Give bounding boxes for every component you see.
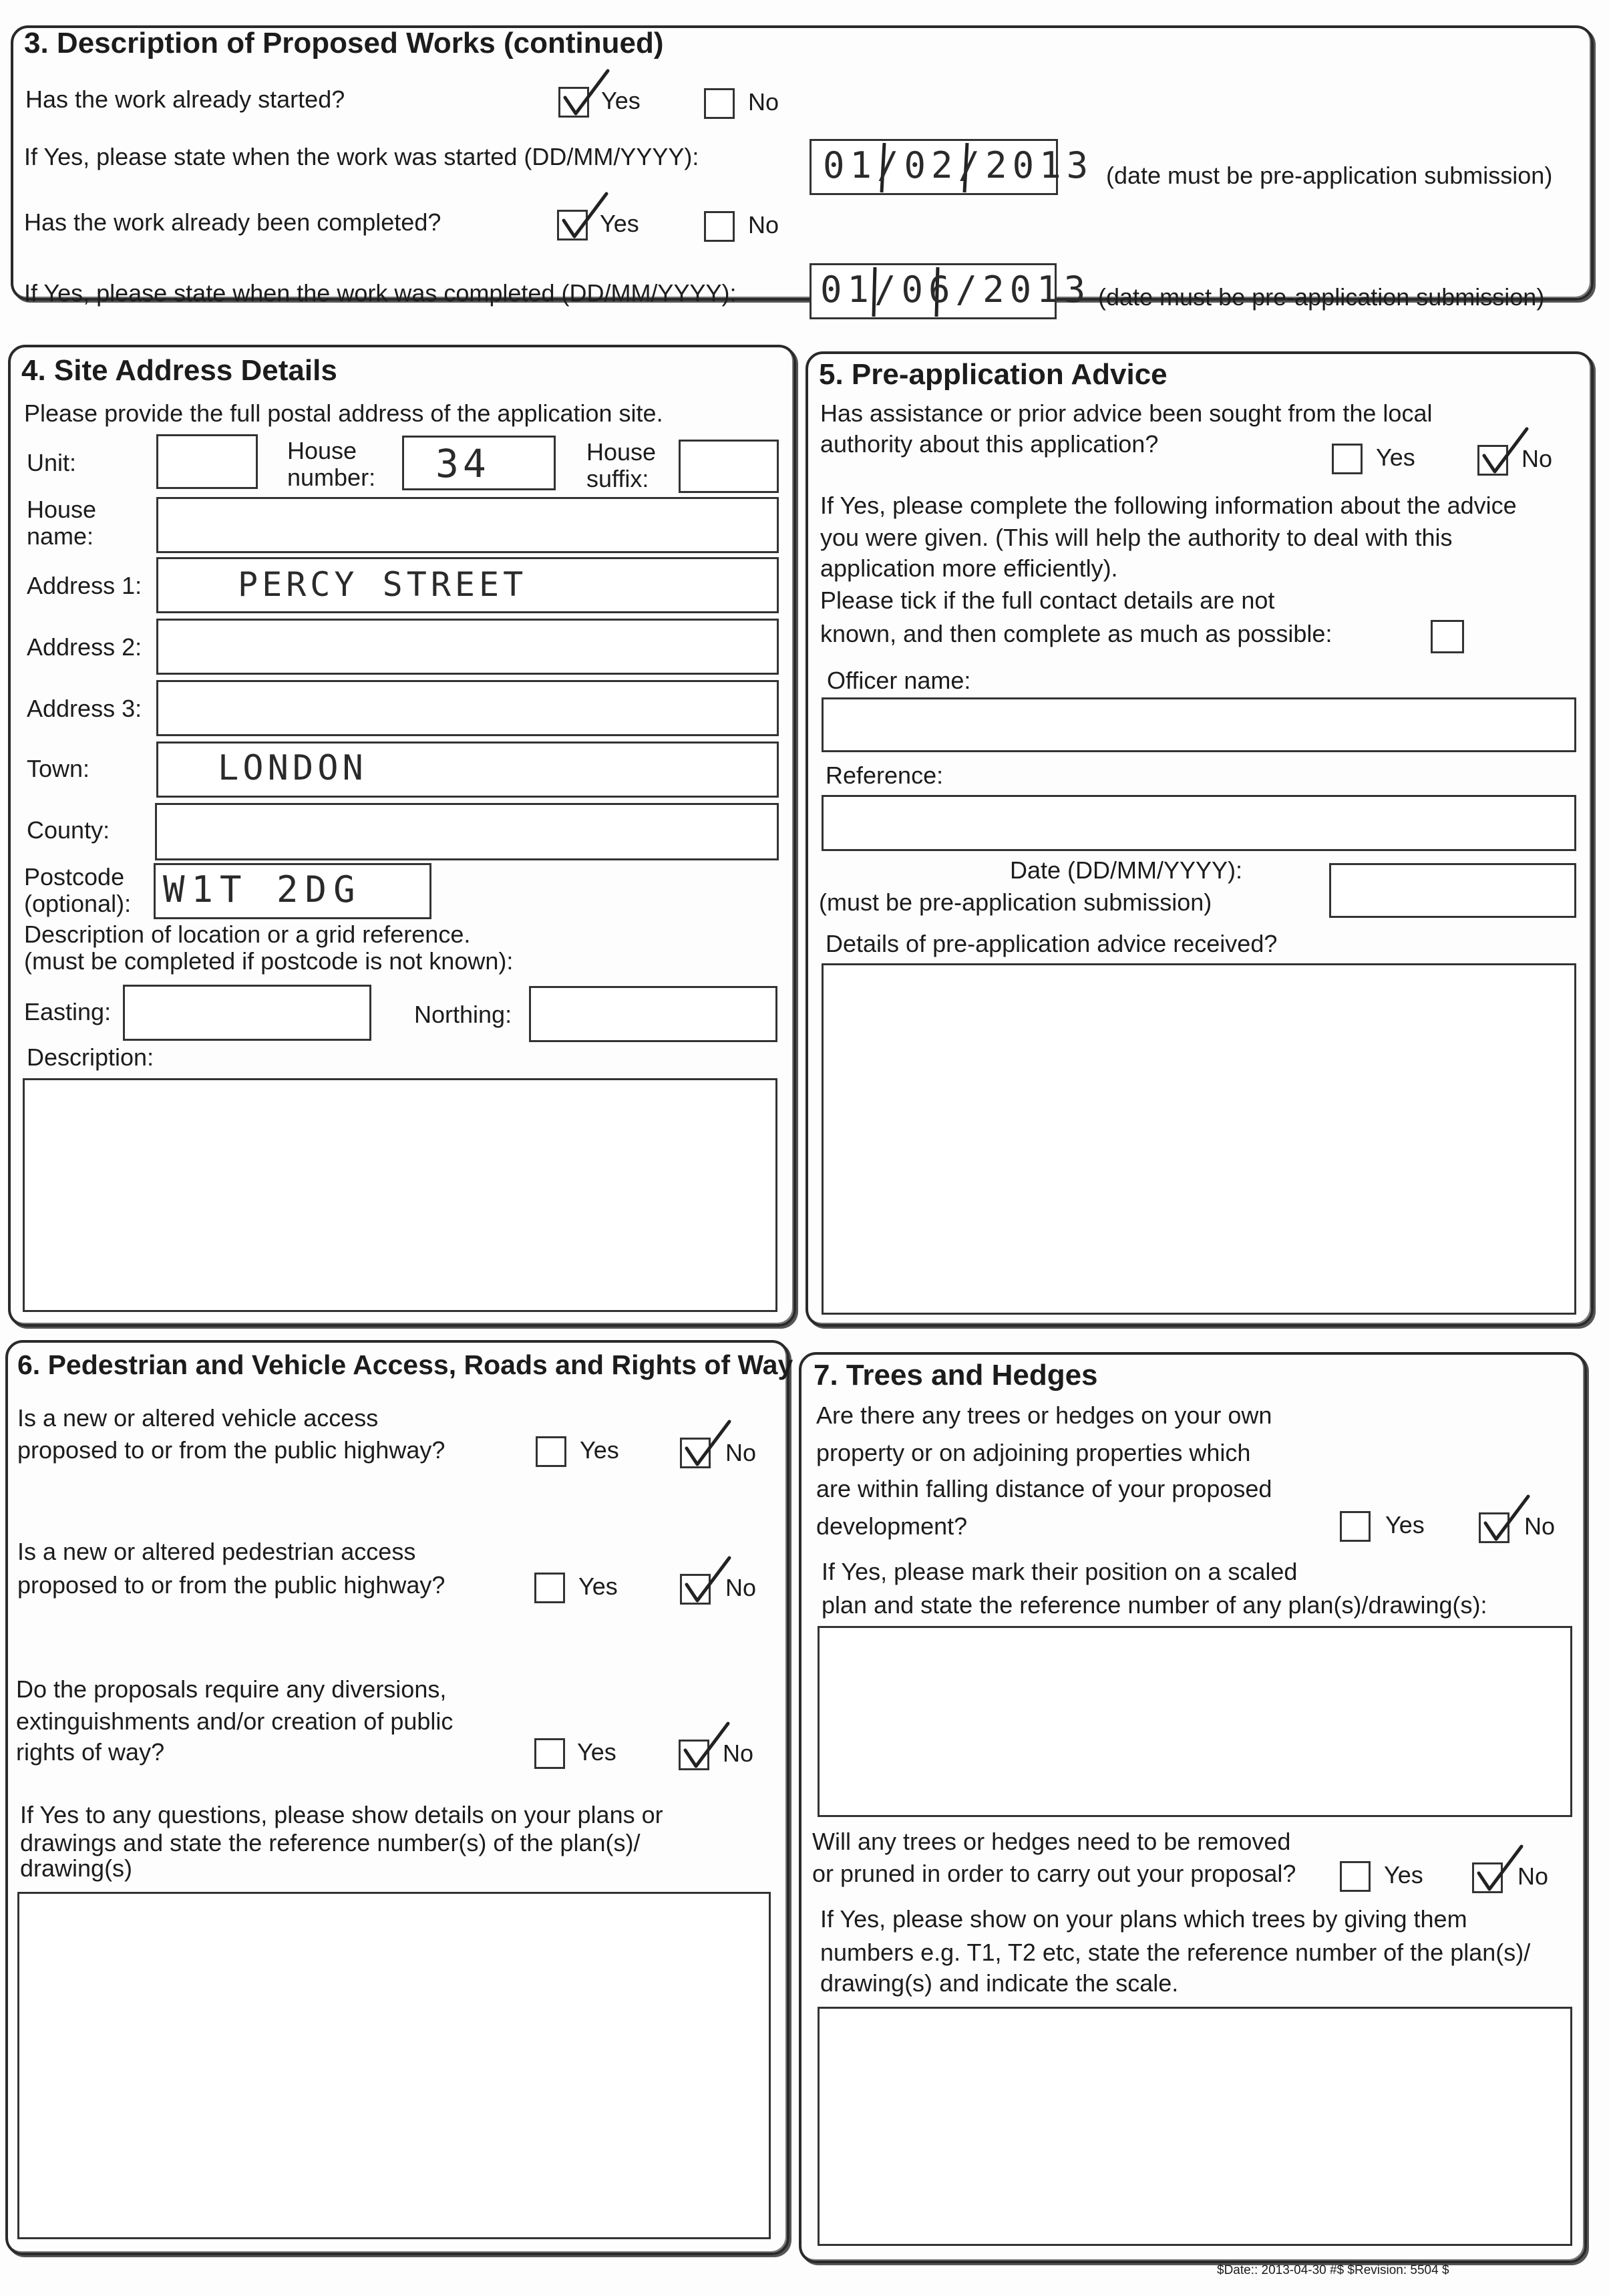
- completed-yes-checkbox[interactable]: [557, 210, 588, 240]
- advice-details-field[interactable]: [822, 963, 1576, 1315]
- officer-name-field[interactable]: [822, 697, 1576, 752]
- trees-nearby-yes-checkbox[interactable]: [1340, 1511, 1371, 1542]
- section-6-title: 6. Pedestrian and Vehicle Access, Roads and Rights of Way: [17, 1349, 793, 1380]
- house-number-label-1: House: [287, 437, 357, 464]
- house-name-label-2: name:: [27, 522, 94, 550]
- section-3-title: 3. Description of Proposed Works (continued): [24, 27, 664, 59]
- tree-removal-details-field[interactable]: [818, 2007, 1572, 2246]
- s5-paragraph-line-4: Please tick if the full contact details are not: [820, 587, 1275, 614]
- s6-paragraph-line-1: If Yes to any questions, please show details on your plans or: [20, 1801, 663, 1828]
- description-field[interactable]: [23, 1078, 777, 1312]
- trees-nearby-no-label: No: [1524, 1512, 1556, 1540]
- house-suffix-field[interactable]: [679, 440, 779, 493]
- s6-q3-line-2: extinguishments and/or creation of public: [16, 1707, 454, 1735]
- location-note-2: (must be completed if postcode is not known):: [24, 947, 514, 975]
- started-no-checkbox[interactable]: [704, 88, 735, 119]
- s7-paragraph-line-5: drawing(s) and indicate the scale.: [820, 1969, 1179, 1997]
- trees-removed-no-label: No: [1517, 1862, 1549, 1890]
- pedestrian-access-no-label: No: [725, 1574, 757, 1601]
- rights-of-way-no-checkbox[interactable]: [679, 1740, 709, 1770]
- unit-field[interactable]: [156, 434, 258, 489]
- advice-details-label: Details of pre-application advice received?: [826, 930, 1278, 957]
- s7-q1-line-4: development?: [816, 1512, 968, 1540]
- house-suffix-label-1: House: [586, 438, 657, 466]
- trees-removed-yes-label: Yes: [1384, 1861, 1423, 1889]
- s4-intro: Please provide the full postal address of the application site.: [24, 399, 663, 427]
- reference-field[interactable]: [822, 795, 1576, 851]
- town-label: Town:: [27, 755, 90, 782]
- s7-paragraph-line-4: numbers e.g. T1, T2 etc, state the reference number of the plan(s)/: [820, 1939, 1531, 1966]
- tree-plan-reference-field[interactable]: [818, 1626, 1572, 1817]
- rights-of-way-yes-checkbox[interactable]: [534, 1738, 565, 1769]
- address2-field[interactable]: [156, 619, 779, 675]
- access-details-field[interactable]: [17, 1892, 771, 2239]
- completed-no-label: No: [748, 211, 779, 238]
- trees-nearby-no-checkbox[interactable]: [1479, 1512, 1509, 1543]
- rights-of-way-no-label: No: [723, 1740, 754, 1767]
- section-7-title: 7. Trees and Hedges: [814, 1359, 1098, 1391]
- s5-paragraph-line-2: you were given. (This will help the authority to deal with this: [820, 524, 1453, 551]
- vehicle-access-yes-label: Yes: [580, 1436, 619, 1464]
- town-value: LONDON: [218, 748, 367, 788]
- s7-q1-line-3: are within falling distance of your proposed: [816, 1475, 1272, 1502]
- completed-no-checkbox[interactable]: [704, 211, 735, 242]
- s7-paragraph-line-3: If Yes, please show on your plans which trees by giving them: [820, 1905, 1467, 1933]
- advice-date-note: (must be pre-application submission): [819, 888, 1212, 916]
- start-date-note: (date must be pre-application submission): [1106, 162, 1553, 189]
- address3-label: Address 3:: [27, 695, 142, 722]
- trees-removed-no-checkbox[interactable]: [1472, 1862, 1503, 1893]
- q-complete-date-label: If Yes, please state when the work was completed (DD/MM/YYYY):: [24, 279, 737, 307]
- s5-question-line-1: Has assistance or prior advice been sought from the local: [820, 399, 1433, 427]
- s5-paragraph-line-1: If Yes, please complete the following information about the advice: [820, 492, 1517, 519]
- advice-date-field[interactable]: [1329, 863, 1576, 918]
- q-completed-label: Has the work already been completed?: [24, 208, 441, 236]
- easting-label: Easting:: [24, 998, 112, 1025]
- rights-of-way-yes-label: Yes: [577, 1738, 616, 1766]
- section-5-title: 5. Pre-application Advice: [819, 358, 1168, 391]
- started-no-label: No: [748, 88, 779, 116]
- advice-no-checkbox[interactable]: [1477, 445, 1508, 476]
- postcode-label-2: (optional):: [24, 890, 132, 917]
- started-yes-checkbox[interactable]: [558, 87, 589, 118]
- s5-paragraph-line-5: known, and then complete as much as possible:: [820, 620, 1332, 647]
- vehicle-access-no-label: No: [725, 1439, 757, 1466]
- house-name-label-1: House: [27, 496, 97, 523]
- northing-label: Northing:: [414, 1001, 512, 1028]
- house-name-field[interactable]: [156, 497, 779, 553]
- description-label: Description:: [27, 1043, 154, 1071]
- revision-footer: $Date:: 2013-04-30 #$ $Revision: 5504 $: [1217, 2263, 1449, 2277]
- house-number-label-2: number:: [287, 464, 376, 491]
- s6-q1-line-1: Is a new or altered vehicle access: [17, 1404, 379, 1432]
- postcode-value: W1T 2DG: [163, 868, 362, 911]
- house-suffix-label-2: suffix:: [586, 465, 649, 492]
- unknown-contact-checkbox[interactable]: [1431, 620, 1464, 653]
- s7-q1-line-1: Are there any trees or hedges on your own: [816, 1402, 1272, 1429]
- complete-date-note: (date must be pre-application submission): [1098, 283, 1545, 311]
- reference-label: Reference:: [826, 762, 944, 789]
- q-started-label: Has the work already started?: [25, 86, 345, 113]
- s6-q3-line-3: rights of way?: [16, 1738, 165, 1766]
- address2-label: Address 2:: [27, 633, 142, 661]
- s6-paragraph-line-3: drawing(s): [20, 1854, 133, 1882]
- s5-question-line-2: authority about this application?: [820, 430, 1159, 458]
- address1-label: Address 1:: [27, 572, 142, 599]
- s6-paragraph-line-2: drawings and state the reference number(s) of the plan(s)/: [20, 1829, 641, 1856]
- trees-removed-yes-checkbox[interactable]: [1340, 1861, 1371, 1892]
- pedestrian-access-yes-label: Yes: [578, 1573, 618, 1600]
- advice-yes-label: Yes: [1376, 444, 1415, 471]
- house-number-value: 34: [435, 441, 490, 486]
- address1-value: PERCY STREET: [238, 565, 528, 604]
- northing-field[interactable]: [529, 986, 777, 1042]
- address3-field[interactable]: [156, 680, 779, 736]
- s7-q2-line-2: or pruned in order to carry out your proposal?: [812, 1860, 1296, 1887]
- advice-yes-checkbox[interactable]: [1332, 444, 1363, 474]
- pedestrian-access-no-checkbox[interactable]: [680, 1574, 711, 1605]
- vehicle-access-no-checkbox[interactable]: [680, 1438, 711, 1468]
- pedestrian-access-yes-checkbox[interactable]: [534, 1573, 565, 1603]
- county-field[interactable]: [155, 803, 779, 860]
- s5-paragraph-line-3: application more efficiently).: [820, 554, 1118, 582]
- unit-label: Unit:: [27, 449, 77, 476]
- s7-paragraph-line-1: If Yes, please mark their position on a scaled: [822, 1558, 1298, 1585]
- s7-paragraph-line-2: plan and state the reference number of any plan(s)/drawing(s):: [822, 1591, 1487, 1619]
- start-date-value: 01/02/2013: [823, 144, 1094, 186]
- section-4-title: 4. Site Address Details: [21, 354, 337, 387]
- s6-q3-line-1: Do the proposals require any diversions,: [16, 1675, 447, 1703]
- q-start-date-label: If Yes, please state when the work was started (DD/MM/YYYY):: [24, 143, 699, 170]
- s7-q2-line-1: Will any trees or hedges need to be removed: [812, 1828, 1291, 1855]
- trees-nearby-yes-label: Yes: [1385, 1511, 1425, 1538]
- advice-date-label: Date (DD/MM/YYYY):: [1010, 856, 1243, 884]
- postcode-label-1: Postcode: [24, 863, 125, 890]
- location-note-1: Description of location or a grid reference.: [24, 921, 471, 948]
- s6-q2-line-2: proposed to or from the public highway?: [17, 1571, 445, 1599]
- officer-name-label: Officer name:: [827, 667, 971, 694]
- s7-q1-line-2: property or on adjoining properties which: [816, 1439, 1251, 1466]
- county-label: County:: [27, 816, 110, 844]
- started-yes-label: Yes: [601, 87, 641, 114]
- complete-date-value: 01/06/2013: [820, 269, 1091, 311]
- completed-yes-label: Yes: [600, 210, 639, 237]
- s6-q2-line-1: Is a new or altered pedestrian access: [17, 1538, 416, 1565]
- easting-field[interactable]: [123, 985, 371, 1041]
- vehicle-access-yes-checkbox[interactable]: [536, 1436, 566, 1467]
- advice-no-label: No: [1522, 445, 1553, 472]
- s6-q1-line-2: proposed to or from the public highway?: [17, 1436, 445, 1464]
